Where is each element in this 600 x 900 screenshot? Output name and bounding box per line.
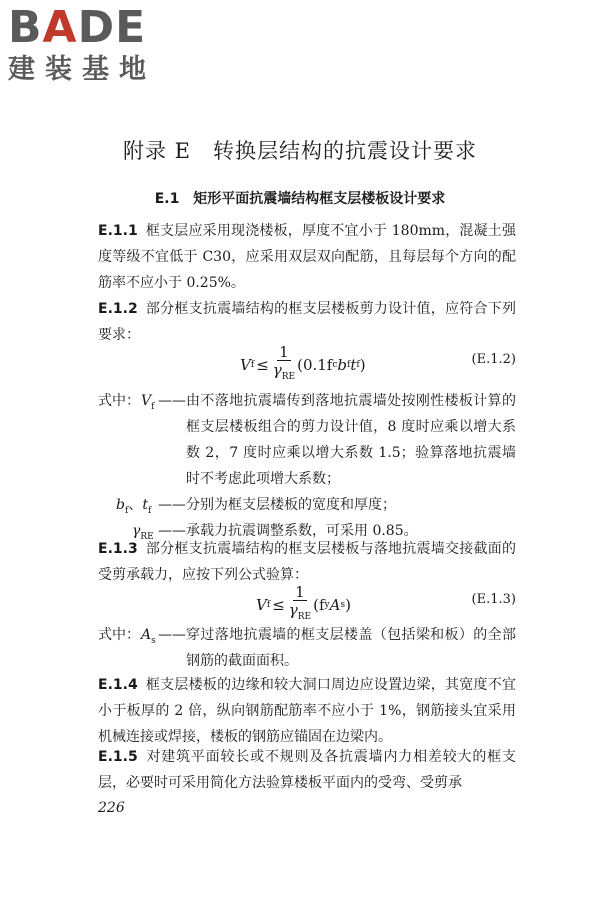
symbol: $b_f$、$t_f$	[116, 497, 152, 516]
definition-text: 分别为框支层楼板的宽度和厚度；	[186, 497, 396, 513]
clause-text: 框支层楼板的边缘和较大洞口周边应设置边梁，其宽度不宜小于板厚的 2 倍，纵向钢筋配筋率不应小于 1%，钢筋接头宜采用机械连接或焊接，楼板的钢筋应锚固在边梁内。	[98, 677, 516, 745]
symbol: $A_s$	[141, 627, 156, 646]
clause-e114	[98, 672, 516, 750]
definition-text: 承载力抗震调整系数，可采用 0.85。	[186, 523, 418, 539]
formula-e12	[98, 344, 516, 380]
symbol: $\gamma_{RE}$	[132, 523, 154, 542]
symbol: $V_f$	[141, 393, 155, 412]
definition-text: 由不落地抗震墙传到落地抗震墙处按刚性楼板计算的框支层楼板组合的剪力设计值，8 度时应乘以增大系数 2，7 度时应乘以增大系数 1.5；验算落地抗震墙时不考虑此项增大系数；	[186, 393, 516, 487]
clause-number: E.1.2	[98, 301, 138, 317]
clause-e111	[98, 218, 516, 296]
page-number: 226	[98, 800, 125, 816]
clause-text: 部分框支抗震墙结构的框支层楼板剪力设计值，应符合下列要求：	[98, 301, 516, 343]
logo-wordmark: BADE	[8, 2, 147, 53]
clause-number: E.1.3	[98, 541, 138, 557]
formula-e13	[98, 584, 516, 620]
clause-number: E.1.1	[98, 223, 138, 239]
fraction: $\frac{1}{\gamma_{RE}}$	[272, 343, 296, 382]
formula-expression: V f ≤ $\frac{1}{\gamma_{RE}}$ (f y A s )	[256, 584, 351, 626]
equation-number: (E.1.3)	[471, 592, 516, 607]
definition-text: 穿过落地抗震墙的框支层楼盖（包括梁和板）的全部钢筋的截面面积。	[186, 627, 516, 669]
brand-logo	[8, 2, 178, 86]
clause-number: E.1.4	[98, 677, 138, 693]
equation-number: (E.1.2)	[471, 352, 516, 367]
clause-text: 部分框支抗震墙结构的框支层楼板与落地抗震墙交接截面的受剪承载力，应按下列公式验算：	[98, 541, 516, 583]
section-title: E.1 矩形平面抗震墙结构框支层楼板设计要求	[154, 191, 446, 207]
fraction: $\frac{1}{\gamma_{RE}}$	[288, 583, 312, 622]
clause-e112	[98, 296, 516, 348]
clause-e113	[98, 536, 516, 588]
clause-text: 框支层应采用现浇楼板，厚度不宜小于 180mm，混凝土强度等级不宜低于 C30，应采用双层双向配筋，且每层每个方向的配筋率不应小于 0.25%。	[98, 223, 516, 291]
clause-number: E.1.5	[98, 749, 138, 765]
formula-expression: V f ≤ $\frac{1}{\gamma_{RE}}$ (0.1f c b f t f )	[240, 344, 366, 386]
clause-text: 对建筑平面较长或不规则及各抗震墙内力相差较大的框支层，必要时可采用简化方法验算楼板平面内的受弯、受剪承	[98, 749, 516, 791]
appendix-title: 附录 E 转换层结构的抗震设计要求	[122, 139, 477, 163]
logo-subtitle: 建装基地	[8, 54, 156, 85]
clause-e115	[98, 744, 516, 796]
